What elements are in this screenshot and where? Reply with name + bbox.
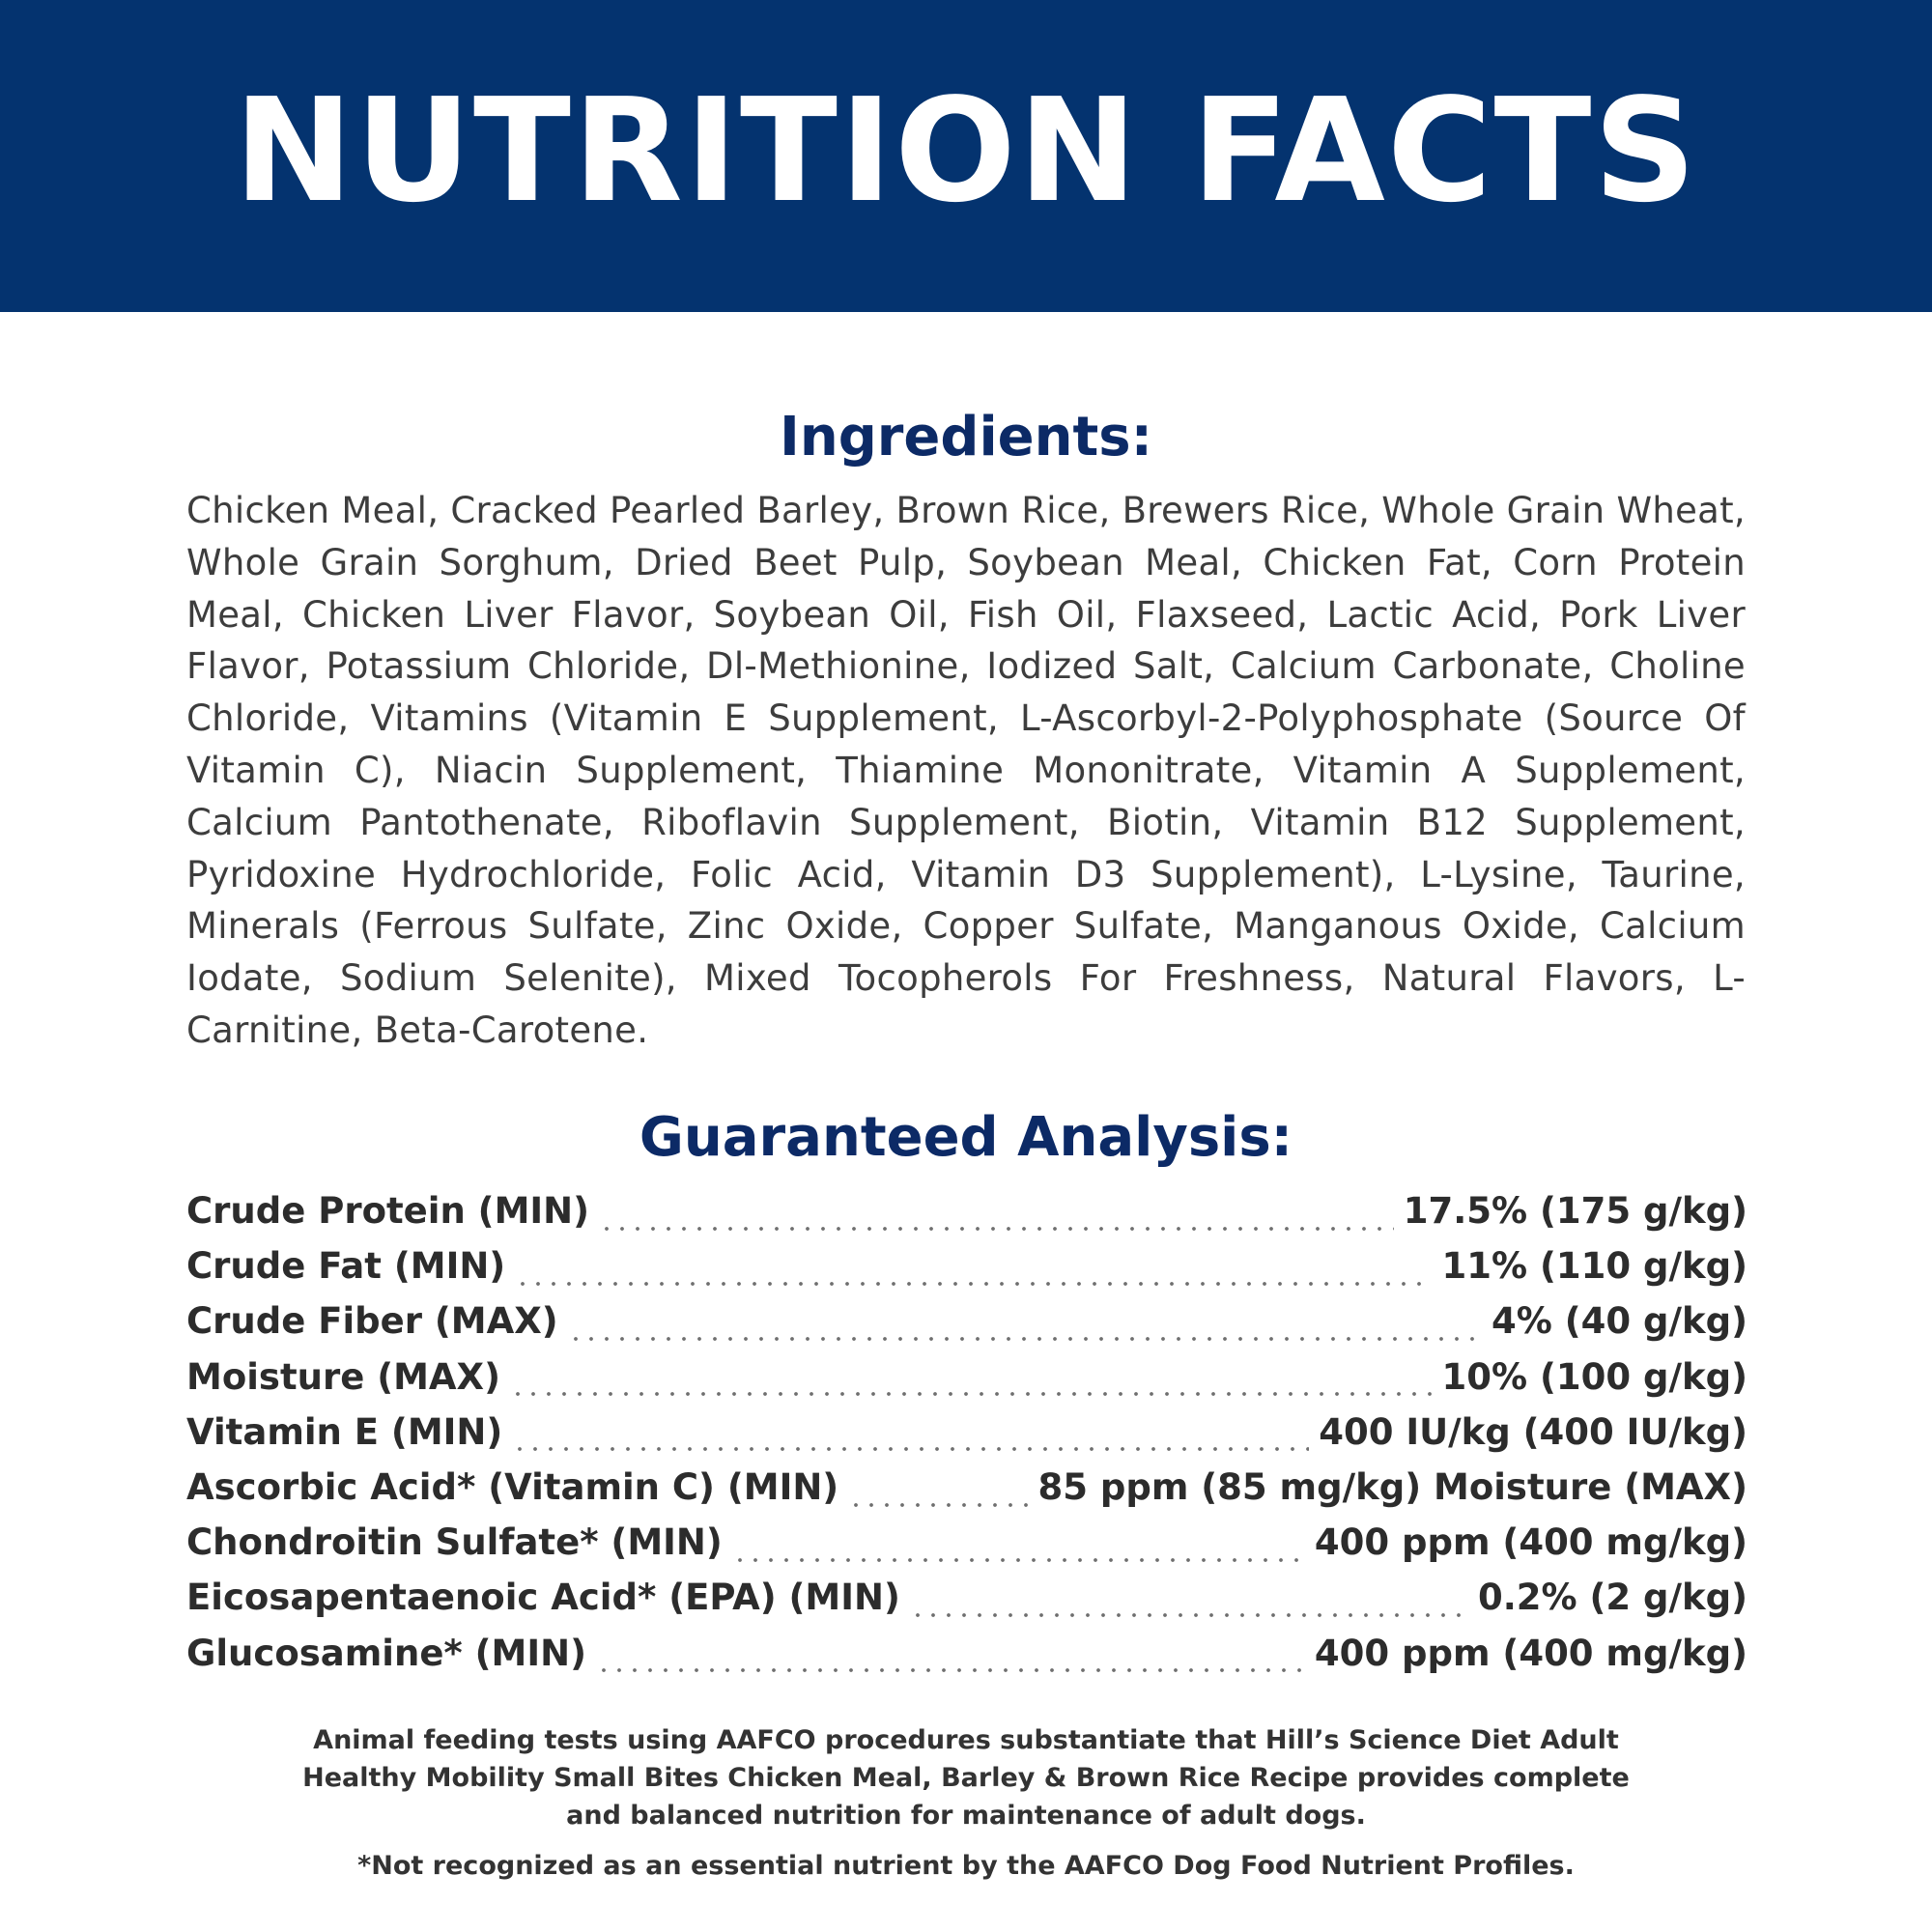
guaranteed-analysis-table: [186, 1190, 1747, 1688]
analysis-row-label: Chondroitin Sulfate* (MIN): [186, 1521, 723, 1564]
dot-leader: [510, 1391, 1433, 1397]
analysis-row-label: Crude Fiber (MAX): [186, 1300, 558, 1343]
analysis-row-value: 400 IU/kg (400 IU/kg): [1319, 1410, 1747, 1453]
aafco-disclaimer: Animal feeding tests using AAFCO procedures substantiate that Hill’s Science Diet Adult Healthy Mobility Small Bites Chicken Meal, Barley & Brown Rice Recipe provides complete and balanced nutrition for maintenance of adult dogs.: [302, 1725, 1630, 1831]
analysis-row-label: Crude Fat (MIN): [186, 1245, 506, 1288]
analysis-row-value: 17.5% (175 g/kg): [1403, 1190, 1747, 1232]
analysis-row-value: 10% (100 g/kg): [1441, 1355, 1747, 1398]
header-banner: [0, 0, 1932, 312]
analysis-row: [186, 1633, 1747, 1688]
dot-leader: [599, 1226, 1394, 1232]
analysis-row: [186, 1300, 1747, 1355]
analysis-row: [186, 1190, 1747, 1245]
analysis-row-label: Ascorbic Acid* (Vitamin C) (MIN): [186, 1465, 839, 1508]
analysis-row-value: 85 ppm (85 mg/kg) Moisture (MAX): [1037, 1465, 1747, 1508]
page-title: NUTRITION FACTS: [233, 67, 1699, 234]
dot-leader: [596, 1667, 1305, 1673]
ingredients-list: Chicken Meal, Cracked Pearled Barley, Brown Rice, Brewers Rice, Whole Grain Wheat, Whole Grain Sorghum, Dried Beet Pulp, Soybean Meal, Chicken Fat, Corn Protein Meal, Chicken Liver Flavor, Soybean Oil, Fish Oil, Flaxseed, Lactic Acid, Pork Liver Flavor, Potassium Chloride, Dl-Methionine, Iodized Salt, Calcium Carbonate, Choline Chloride, Vitamins (Vitamin E Supplement, L-Ascorbyl-2-Polyphosphate (Source Of Vitamin C), Niacin Supplement, Thiamine Mononitrate, Vitamin A Supplement, Calcium Pantothenate, Riboflavin Supplement, Biotin, Vitamin B12 Supplement, Pyridoxine Hydrochloride, Folic Acid, Vitamin D3 Supplement), L-Lysine, Taurine, Minerals (Ferrous Sulfate, Zinc Oxide, Copper Sulfate, Manganous Oxide, Calcium Iodate, Sodium Selenite), Mixed Tocopherols For Freshness, Natural Flavors, L-Carnitine, Beta-Carotene.: [186, 490, 1746, 1051]
analysis-row-label: Vitamin E (MIN): [186, 1410, 503, 1453]
analysis-row: [186, 1466, 1747, 1521]
analysis-row: [186, 1411, 1747, 1466]
dot-leader: [512, 1446, 1309, 1452]
dot-leader: [515, 1281, 1432, 1287]
analysis-row: [186, 1577, 1747, 1632]
analysis-row-label: Moisture (MAX): [186, 1355, 500, 1398]
dot-leader: [910, 1612, 1468, 1618]
analysis-row-label: Glucosamine* (MIN): [186, 1632, 587, 1674]
analysis-row-value: 0.2% (2 g/kg): [1477, 1577, 1747, 1619]
asterisk-footnote: *Not recognized as an essential nutrient by the AAFCO Dog Food Nutrient Profiles.: [357, 1851, 1575, 1881]
analysis-row-label: Eicosapentaenoic Acid* (EPA) (MIN): [186, 1577, 900, 1619]
analysis-row-value: 400 ppm (400 mg/kg): [1314, 1521, 1747, 1564]
analysis-row: [186, 1356, 1747, 1411]
analysis-row-value: 4% (40 g/kg): [1492, 1300, 1747, 1343]
dot-leader: [568, 1336, 1482, 1342]
dot-leader: [732, 1557, 1305, 1563]
analysis-row-value: 400 ppm (400 mg/kg): [1314, 1632, 1747, 1674]
ingredients-heading: Ingredients:: [779, 406, 1152, 469]
analysis-row: [186, 1245, 1747, 1300]
guaranteed-analysis-heading: Guaranteed Analysis:: [639, 1106, 1293, 1169]
analysis-row: [186, 1521, 1747, 1577]
dot-leader: [848, 1502, 1028, 1508]
analysis-row-label: Crude Protein (MIN): [186, 1190, 590, 1232]
analysis-row-value: 11% (110 g/kg): [1441, 1245, 1747, 1288]
